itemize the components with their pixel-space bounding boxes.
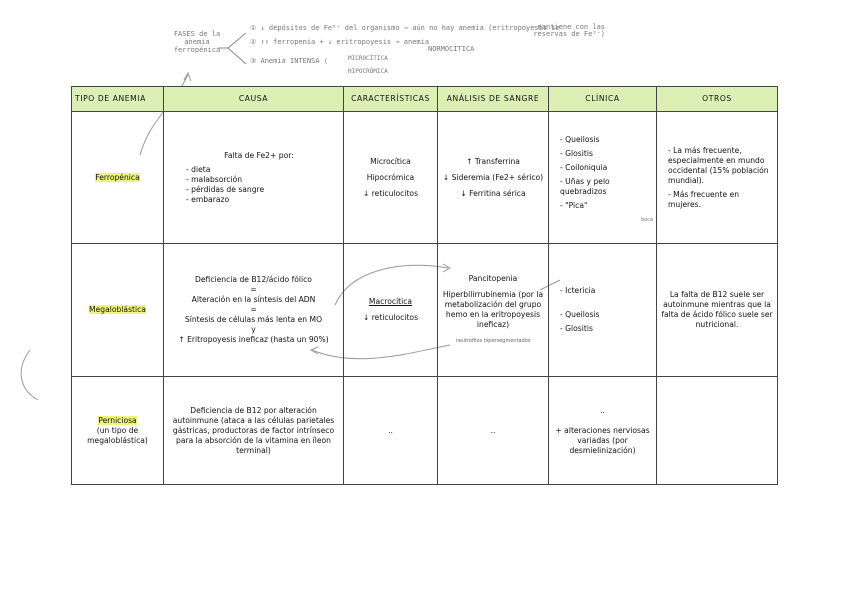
header-others: OTROS	[657, 87, 778, 112]
list-item: - Coiloniquia	[560, 163, 653, 173]
header-blood: ANÁLISIS DE SANGRE	[438, 87, 549, 112]
char-item: Macrocítica	[368, 297, 413, 306]
phase-2-tag: NORMOCÍTICA	[428, 45, 475, 53]
list-item: - "Pica"	[560, 201, 653, 211]
cause-list	[186, 165, 340, 205]
phase-3: ③ Anemia INTENSA ⟨	[250, 57, 328, 65]
cause-cell	[164, 244, 344, 377]
others-cell	[657, 377, 778, 485]
list-item: - embarazo	[186, 195, 340, 205]
list-item: - Más frecuente en mujeres.	[668, 190, 774, 210]
list-item: - Uñas y pelo quebradizos	[560, 177, 653, 197]
list-item: - Glositis	[560, 149, 653, 159]
list-item: - pérdidas de sangre	[186, 185, 340, 195]
cause-line: y	[251, 325, 256, 334]
phase-3-opt1: MICROCÍTICA	[348, 55, 388, 62]
phase-3-opt2: HIPOCRÓMICA	[348, 68, 388, 75]
clinic-cell	[549, 244, 657, 377]
clinic-cell	[549, 377, 657, 485]
cause-line: Síntesis de células más lenta en MO	[184, 315, 323, 324]
list-item: - Queilosis	[560, 310, 653, 320]
cause-line: =	[250, 285, 257, 294]
others-list	[660, 146, 774, 210]
chars-cell	[344, 112, 438, 244]
table-row	[72, 112, 778, 244]
header-cause: CAUSA	[164, 87, 344, 112]
char-item: Hipocrómica	[366, 172, 415, 182]
type-cell	[72, 377, 164, 485]
cause-cell	[164, 112, 344, 244]
header-clinic: CLÍNICA	[549, 87, 657, 112]
header-chars: CARACTERÍSTICAS	[344, 87, 438, 112]
clinic-note: boca	[640, 216, 653, 223]
anemia-table	[71, 86, 778, 485]
list-item: - Glositis	[560, 324, 653, 334]
type-perni: Perniciosa	[98, 415, 137, 425]
list-item: - Queilosis	[560, 135, 653, 145]
list-item: - malabsorción	[186, 175, 340, 185]
blood-item: Hiperbilirrubinemia (por la metabolización del grupo hemo en la eritropoyesis ineficaz)	[442, 290, 544, 329]
type-sub: (un tipo de megaloblástica)	[87, 425, 148, 445]
list-item: - La más frecuente, especialmente en mundo occidental (15% población mundial).	[668, 146, 774, 186]
phase-2: ② ↑↑ ferropenia + ↓ eritropoyesis ⇒ anemia	[250, 38, 430, 46]
header-type: TIPO DE ANEMIA	[72, 87, 164, 112]
header-row	[72, 87, 778, 112]
cause-line: Alteración en la síntesis del ADN	[191, 295, 316, 304]
type-mega: Megaloblástica	[89, 305, 146, 314]
others-cell: La falta de B12 suele ser autoinmune mientras que la falta de ácido fólico suele ser nutricional.	[657, 244, 778, 377]
cause-line: =	[250, 305, 257, 314]
table-row	[72, 244, 778, 377]
blood-item: ↓ Ferritina sérica	[460, 188, 526, 198]
blood-cell	[438, 244, 549, 377]
clinic-cell	[549, 112, 657, 244]
type-cell	[72, 112, 164, 244]
chars-cell	[344, 244, 438, 377]
fases-label: FASES de la anemia ferropénica	[173, 30, 221, 54]
clinic-list	[552, 135, 653, 211]
blood-item: Pancitopenia	[468, 274, 518, 283]
clinic-text: + alteraciones nerviosas variadas (por desmielinización)	[555, 425, 650, 455]
cause-title: Falta de Fe2+ por:	[224, 150, 294, 160]
phase-1: ① ↓ depósitos de Fe²⁺ del organismo ⇒ aún no hay anemia (eritropoyesis se	[250, 24, 560, 32]
blood-item: ↑ Transferrina	[466, 156, 520, 166]
cause-cell: Deficiencia de B12 por alteración autoinmune (ataca a las células parietales gástricas, productoras de factor intrínseco para la absorción de la vitamina en íleon terminal)	[164, 377, 344, 485]
blood-item: ↓ Sideremia (Fe2+ sérico)	[442, 172, 544, 182]
chars-cell: ..	[344, 377, 438, 485]
type-cell	[72, 244, 164, 377]
list-item: - Ictericia	[560, 286, 653, 296]
cause-line: ↑ Eritropoyesis ineficaz (hasta un 90%)	[178, 335, 329, 344]
list-item: - dieta	[186, 165, 340, 175]
char-item: Microcítica	[370, 156, 411, 166]
blood-note: neutrófilos hipersegmentados	[455, 338, 531, 344]
blood-cell: ..	[438, 377, 549, 485]
clinic-list	[552, 286, 653, 334]
phase-1-cont: mantiene con las reservas de Fe²⁺)	[533, 23, 605, 38]
table-row	[72, 377, 778, 485]
type-ferro: Ferropénica	[95, 172, 140, 182]
clinic-top: ..	[600, 405, 605, 415]
char-item: ↓ reticulocitos	[362, 188, 419, 198]
cause-line: Deficiencia de B12/ácido fólico	[195, 275, 312, 284]
others-cell	[657, 112, 778, 244]
blood-cell	[438, 112, 549, 244]
char-item: ↓ reticulocitos	[362, 313, 419, 322]
